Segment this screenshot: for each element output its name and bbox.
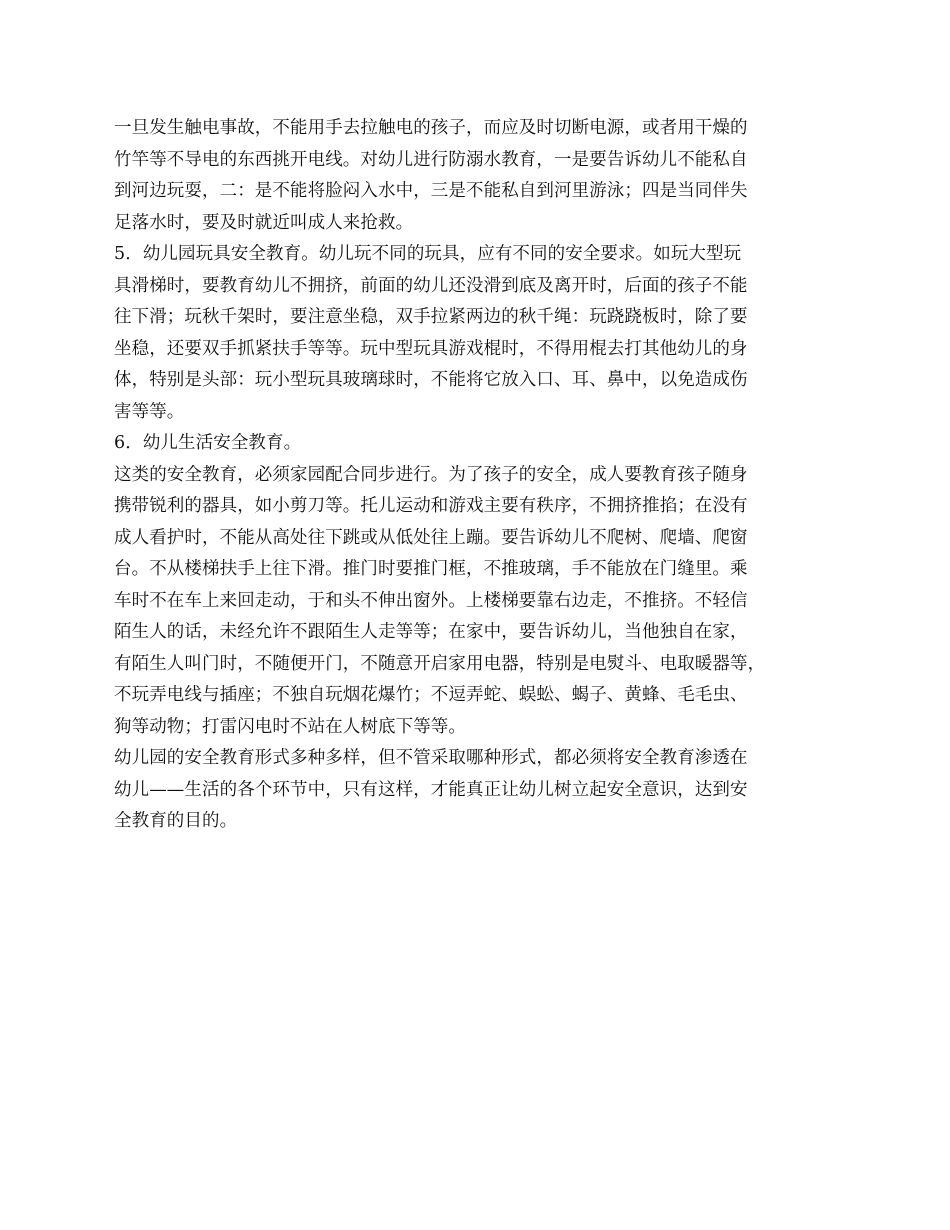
text-line: 具滑梯时，要教育幼儿不拥挤，前面的幼儿还没滑到底及离开时，后面的孩子不能 (114, 275, 748, 296)
text-line: 足落水时，要及时就近叫成人来抢救。 (114, 212, 414, 233)
text-line: 体，特别是头部：玩小型玩具玻璃球时，不能将它放入口、耳、鼻中，以免造成伤 (114, 370, 748, 390)
text-line: 一旦发生触电事故，不能用手去拉触电的孩子，而应及时切断电源，或者用干燥的 (114, 118, 748, 138)
text-line: 台。不从楼梯扶手上往下滑。推门时要推门框，不推玻璃，手不能放在门缝里。乘 (114, 559, 748, 579)
section-heading-life-safety: 6．幼儿生活安全教育。 (114, 433, 302, 453)
text-line: 害等等。 (114, 401, 185, 422)
text-line: 成人看护时，不能从高处往下跳或从低处往上蹦。要告诉幼儿不爬树、爬墙、爬窗 (114, 527, 748, 548)
text-line: 不玩弄电线与插座；不独自玩烟花爆竹；不逗弄蛇、蜈蚣、蝎子、黄蜂、毛毛虫、 (114, 685, 748, 705)
text-line: 全教育的目的。 (114, 811, 238, 831)
text-line: 陌生人的话，未经允许不跟陌生人走等等；在家中，要告诉幼儿，当他独自在家， (114, 622, 748, 642)
document-body (114, 113, 826, 838)
text-line: 狗等动物；打雷闪电时不站在人树底下等等。 (114, 716, 466, 737)
text-line: 幼儿园的安全教育形式多种多样，但不管采取哪种形式，都必须将安全教育渗透在 (114, 748, 748, 768)
text-line: 这类的安全教育，必须家园配合同步进行。为了孩子的安全，成人要教育孩子随身 (114, 464, 748, 485)
text-line: 幼儿——生活的各个环节中，只有这样，才能真正让幼儿树立起安全意识，达到安 (114, 779, 748, 800)
text-line: 到河边玩耍，二：是不能将脸闷入水中，三是不能私自到河里游泳；四是当同伴失 (114, 181, 748, 201)
text-line: 竹竿等不导电的东西挑开电线。对幼儿进行防溺水教育，一是要告诉幼儿不能私自 (114, 149, 748, 170)
text-line: 往下滑；玩秋千架时，要注意坐稳，双手拉紧两边的秋千绳：玩跷跷板时，除了要 (114, 307, 748, 327)
section-heading-toy-safety: 5．幼儿园玩具安全教育。幼儿玩不同的玩具，应有不同的安全要求。如玩大型玩 (114, 244, 742, 264)
text-line: 车时不在车上来回走动，于和头不伸出窗外。上楼梯要靠右边走，不推挤。不轻信 (114, 590, 748, 611)
text-line: 携带锐利的器具，如小剪刀等。托儿运动和游戏主要有秩序，不拥挤推掐；在没有 (114, 496, 748, 516)
text-line: 有陌生人叫门时，不随便开门，不随意开启家用电器，特别是电熨斗、电取暖器等， (114, 653, 766, 674)
text-line: 坐稳，还要双手抓紧扶手等等。玩中型玩具游戏棍时，不得用棍去打其他幼儿的身 (114, 338, 748, 359)
